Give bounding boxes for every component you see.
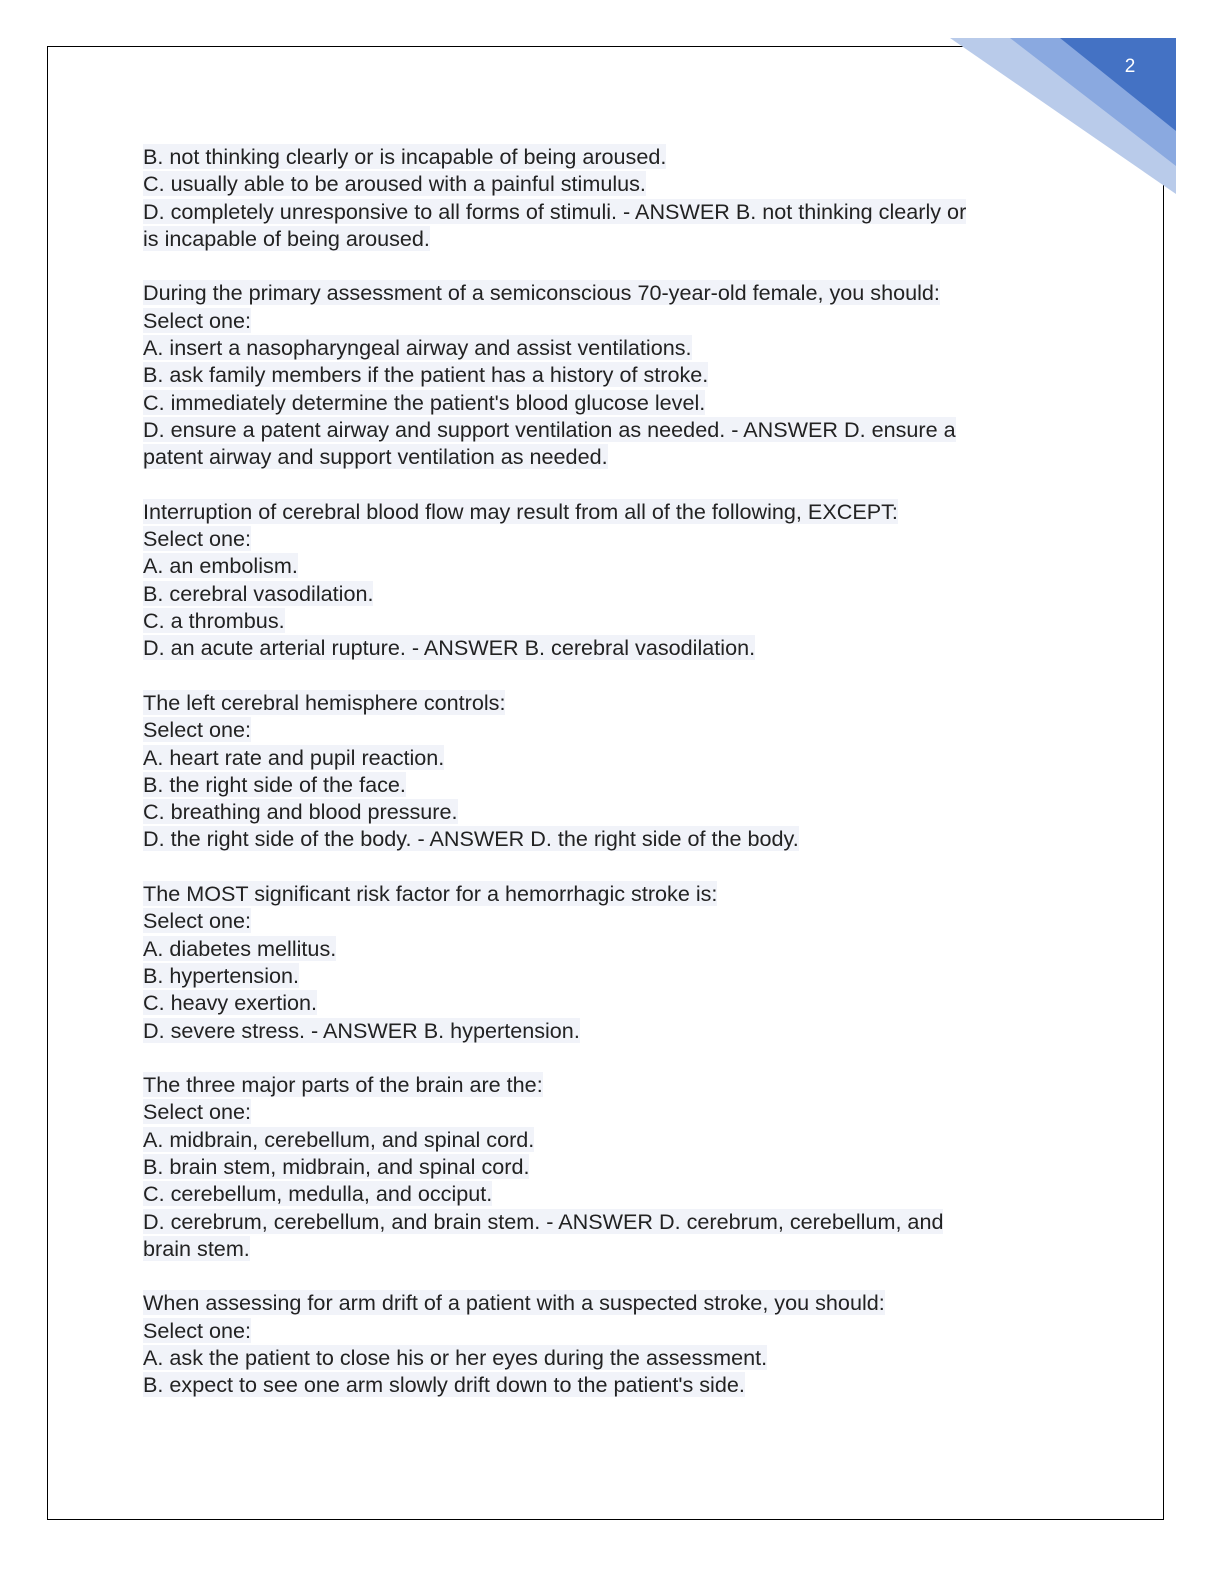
text-line-content: Select one:	[143, 908, 252, 934]
question-block	[143, 498, 1073, 662]
text-line	[143, 689, 1073, 716]
text-line-content: D. completely unresponsive to all forms of stimuli. - ANSWER B. not thinking clearly or	[143, 198, 967, 224]
text-line-content: brain stem.	[143, 1235, 250, 1261]
page-number: 2	[1124, 56, 1136, 77]
question-block	[143, 880, 1073, 1044]
text-line-content: Select one:	[143, 1099, 252, 1125]
text-line-content: Interruption of cerebral blood flow may result from all of the following, EXCEPT:	[143, 498, 898, 524]
text-line-content: A. insert a nasopharyngeal airway and assist ventilations.	[143, 335, 692, 361]
text-line-content: A. heart rate and pupil reaction.	[143, 744, 445, 770]
question-block	[143, 143, 1073, 252]
text-line	[143, 1371, 1073, 1398]
text-line	[143, 498, 1073, 525]
text-line-content: D. severe stress. - ANSWER B. hypertension.	[143, 1017, 580, 1043]
text-line-content: When assessing for arm drift of a patient with a suspected stroke, you should:	[143, 1290, 885, 1316]
text-line-content: A. ask the patient to close his or her eyes during the assessment.	[143, 1345, 768, 1371]
text-line	[143, 1017, 1073, 1044]
text-line-content: C. usually able to be aroused with a painful stimulus.	[143, 171, 646, 197]
text-line-content: D. ensure a patent airway and support ventilation as needed. - ANSWER D. ensure a	[143, 416, 956, 442]
text-line-content: B. hypertension.	[143, 962, 300, 988]
text-line-content: Select one:	[143, 307, 252, 333]
text-line-content: C. cerebellum, medulla, and occiput.	[143, 1181, 493, 1207]
text-line	[143, 634, 1073, 661]
text-line	[143, 143, 1073, 170]
text-line	[143, 935, 1073, 962]
text-line	[143, 1317, 1073, 1344]
text-line	[143, 170, 1073, 197]
text-line-content: During the primary assessment of a semiconscious 70-year-old female, you should:	[143, 280, 940, 306]
text-line-content: D. the right side of the body. - ANSWER D. the right side of the body.	[143, 826, 799, 852]
text-line	[143, 443, 1073, 470]
text-line-content: B. cerebral vasodilation.	[143, 580, 374, 606]
text-line	[143, 334, 1073, 361]
text-line	[143, 798, 1073, 825]
text-line-content: The three major parts of the brain are the:	[143, 1072, 543, 1098]
text-line	[143, 771, 1073, 798]
document-body	[143, 143, 1073, 1426]
text-line-content: C. heavy exertion.	[143, 990, 318, 1016]
text-line	[143, 525, 1073, 552]
text-line	[143, 552, 1073, 579]
text-line	[143, 361, 1073, 388]
text-line-content: A. midbrain, cerebellum, and spinal cord.	[143, 1126, 535, 1152]
text-line-content: B. ask family members if the patient has a history of stroke.	[143, 362, 709, 388]
text-line	[143, 962, 1073, 989]
text-line-content: B. expect to see one arm slowly drift down to the patient's side.	[143, 1372, 745, 1398]
text-line-content: is incapable of being aroused.	[143, 225, 430, 251]
text-line	[143, 416, 1073, 443]
text-line	[143, 1071, 1073, 1098]
text-line	[143, 279, 1073, 306]
text-line	[143, 1235, 1073, 1262]
text-line	[143, 580, 1073, 607]
text-line-content: Select one:	[143, 717, 252, 743]
text-line-content: patent airway and support ventilation as needed.	[143, 444, 608, 470]
text-line	[143, 825, 1073, 852]
text-line-content: C. breathing and blood pressure.	[143, 799, 458, 825]
question-block	[143, 1289, 1073, 1398]
text-line-content: The MOST significant risk factor for a hemorrhagic stroke is:	[143, 881, 718, 907]
text-line-content: A. an embolism.	[143, 553, 298, 579]
text-line	[143, 307, 1073, 334]
text-line	[143, 989, 1073, 1016]
text-line	[143, 880, 1073, 907]
question-block	[143, 279, 1073, 470]
text-line	[143, 744, 1073, 771]
text-line	[143, 1153, 1073, 1180]
text-line-content: Select one:	[143, 1317, 252, 1343]
text-line	[143, 1126, 1073, 1153]
text-line	[143, 1180, 1073, 1207]
text-line-content: A. diabetes mellitus.	[143, 935, 337, 961]
text-line	[143, 907, 1073, 934]
question-block	[143, 689, 1073, 853]
text-line	[143, 1208, 1073, 1235]
text-line-content: D. an acute arterial rupture. - ANSWER B. cerebral vasodilation.	[143, 635, 756, 661]
text-line-content: C. immediately determine the patient's blood glucose level.	[143, 389, 706, 415]
text-line	[143, 225, 1073, 252]
text-line-content: The left cerebral hemisphere controls:	[143, 689, 506, 715]
text-line	[143, 716, 1073, 743]
text-line	[143, 1098, 1073, 1125]
text-line-content: C. a thrombus.	[143, 608, 285, 634]
text-line	[143, 198, 1073, 225]
text-line-content: B. not thinking clearly or is incapable of being aroused.	[143, 144, 667, 169]
text-line-content: D. cerebrum, cerebellum, and brain stem. - ANSWER D. cerebrum, cerebellum, and	[143, 1208, 944, 1234]
text-line	[143, 389, 1073, 416]
text-line	[143, 607, 1073, 634]
text-line	[143, 1289, 1073, 1316]
text-line-content: Select one:	[143, 526, 252, 552]
text-line-content: B. the right side of the face.	[143, 771, 406, 797]
question-block	[143, 1071, 1073, 1262]
text-line-content: B. brain stem, midbrain, and spinal cord.	[143, 1153, 530, 1179]
text-line	[143, 1344, 1073, 1371]
